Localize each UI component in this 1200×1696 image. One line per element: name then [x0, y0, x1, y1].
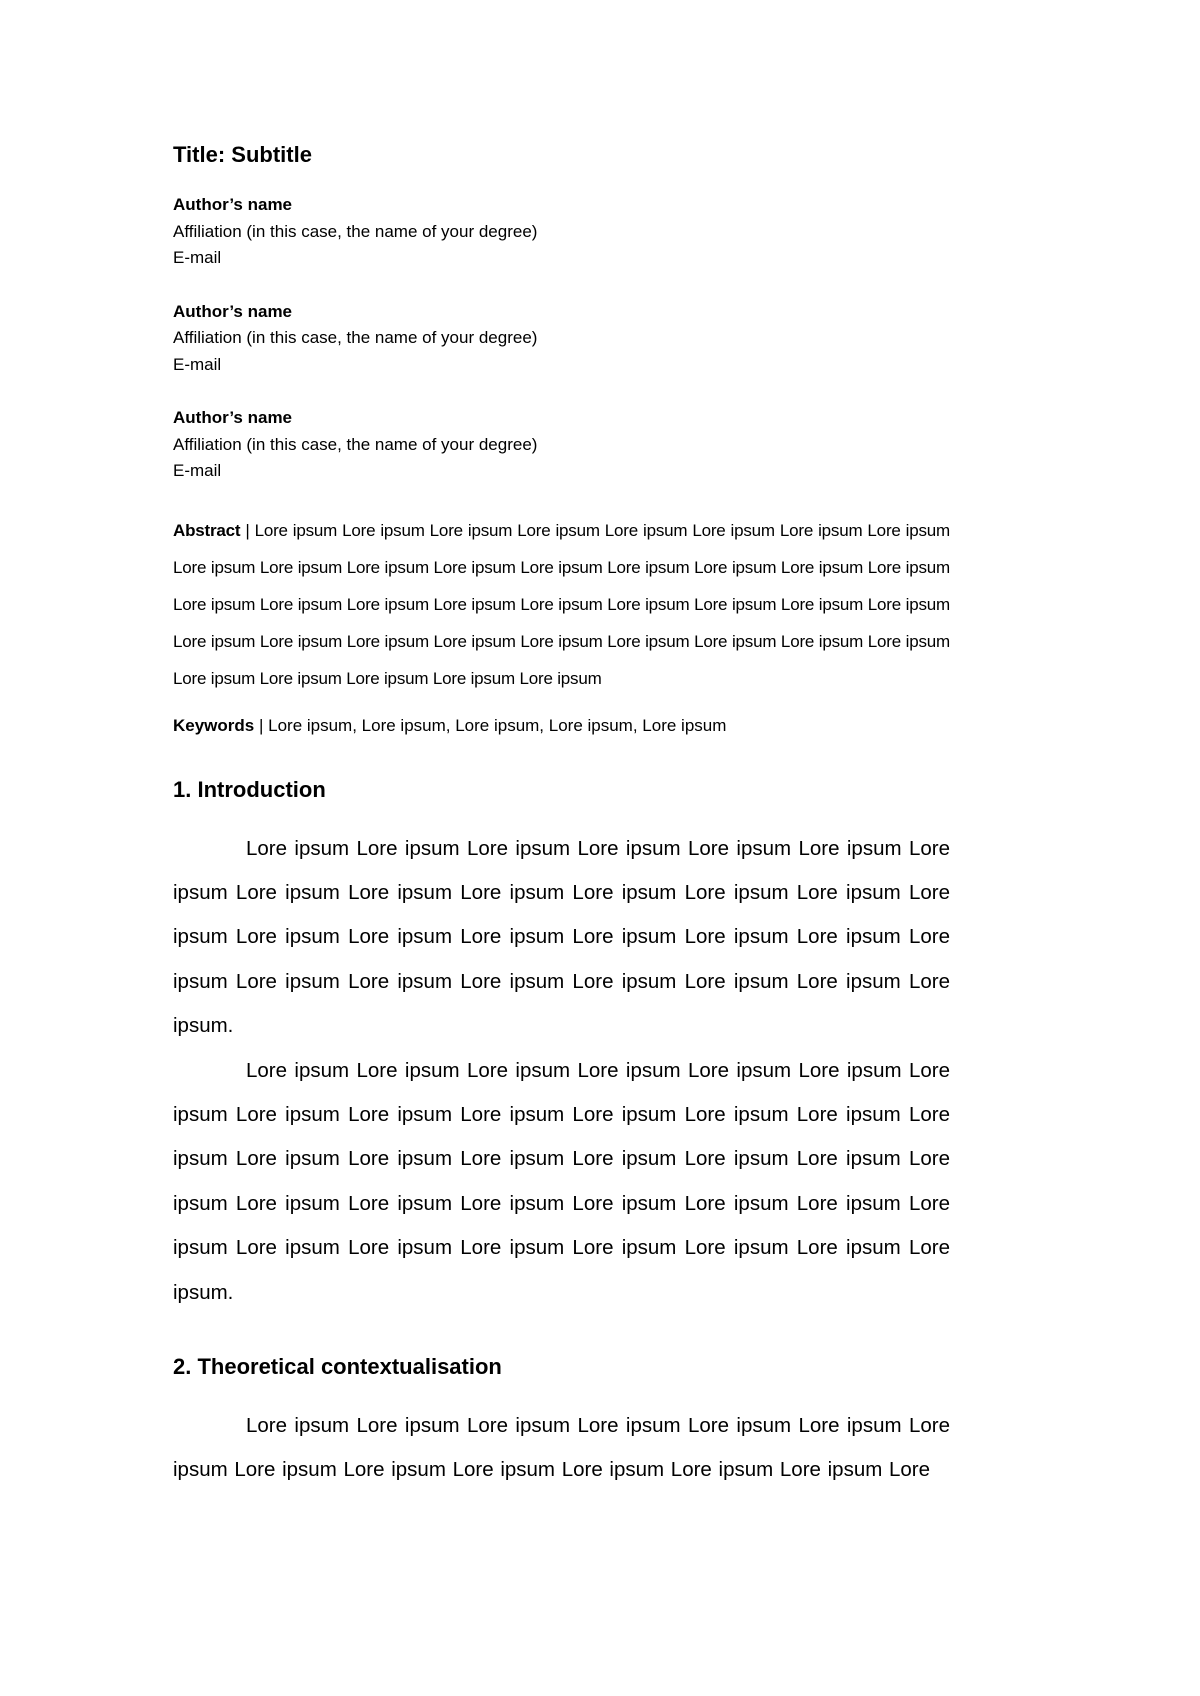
abstract-text: Lore ipsum Lore ipsum Lore ipsum Lore ipsum Lore ipsum Lore ipsum Lore ipsum Lore ipsum Lore ipsum Lore ipsum Lore ipsum Lore ipsum Lore ipsum Lore ipsum Lore ipsum Lore ipsum Lore ipsum Lore ipsum Lore ipsum Lore ipsum Lore ipsum Lore ipsum Lore ipsum Lore ipsum Lore ipsum Lore ipsum Lore ipsum Lore ipsum Lore ipsum Lore ipsum Lore ipsum Lore ipsum Lore ipsum Lore ipsum Lore ipsum Lore ipsum Lore ipsum Lore ipsum Lore ipsum Lore ipsum: [173, 520, 950, 688]
author-block: [173, 299, 950, 379]
keywords: [173, 713, 950, 739]
section-introduction: [173, 775, 950, 1315]
section-heading: 2. Theoretical contextualisation: [173, 1353, 502, 1379]
author-email: E-mail: [173, 354, 222, 374]
abstract-label: Abstract: [173, 520, 241, 540]
abstract: [173, 512, 950, 697]
author-affiliation: Affiliation (in this case, the name of your degree): [173, 328, 538, 347]
keywords-separator: |: [254, 715, 269, 735]
abstract-separator: |: [240, 520, 255, 540]
section-heading: 1. Introduction: [173, 776, 326, 802]
author-email: E-mail: [173, 461, 222, 480]
keywords-label: Keywords: [173, 715, 255, 735]
document-title: Title: Subtitle: [173, 142, 312, 167]
author-name: Author’s name: [173, 408, 293, 427]
body-paragraph: Lore ipsum Lore ipsum Lore ipsum Lore ipsum Lore ipsum Lore ipsum Lore ipsum Lore ipsum Lore ipsum Lore ipsum Lore ipsum Lore ipsum Lore ipsum Lore ipsum Lore ipsum Lore ipsum Lore ipsum Lore ipsum Lore ipsum Lore ipsum Lore ipsum Lore ipsum Lore ipsum Lore ipsum Lore ipsum Lore ipsum Lore ipsum Lore ipsum Lore ipsum Lore ipsum Lore ipsum Lore ipsum Lore ipsum Lore ipsum Lore ipsum.: [173, 1058, 950, 1304]
author-name: Author’s name: [173, 195, 293, 214]
author-email: E-mail: [173, 248, 222, 267]
keywords-text: Lore ipsum, Lore ipsum, Lore ipsum, Lore ipsum, Lore ipsum: [268, 715, 727, 735]
body-paragraph: Lore ipsum Lore ipsum Lore ipsum Lore ipsum Lore ipsum Lore ipsum Lore ipsum Lore ipsum Lore ipsum Lore ipsum Lore ipsum Lore ipsum Lore ipsum Lore: [173, 1413, 950, 1482]
section-theoretical-contextualisation: [173, 1352, 950, 1493]
author-affiliation: Affiliation (in this case, the name of your degree): [173, 221, 538, 241]
author-block: [173, 192, 950, 272]
author-block: [173, 405, 950, 485]
body-paragraph: Lore ipsum Lore ipsum Lore ipsum Lore ipsum Lore ipsum Lore ipsum Lore ipsum Lore ipsum Lore ipsum Lore ipsum Lore ipsum Lore ipsum Lore ipsum Lore ipsum Lore ipsum Lore ipsum Lore ipsum Lore ipsum Lore ipsum Lore ipsum Lore ipsum Lore ipsum Lore ipsum Lore ipsum Lore ipsum Lore ipsum Lore ipsum Lore ipsum.: [173, 836, 950, 1038]
author-name: Author’s name: [173, 301, 293, 321]
author-affiliation: Affiliation (in this case, the name of your degree): [173, 434, 538, 454]
